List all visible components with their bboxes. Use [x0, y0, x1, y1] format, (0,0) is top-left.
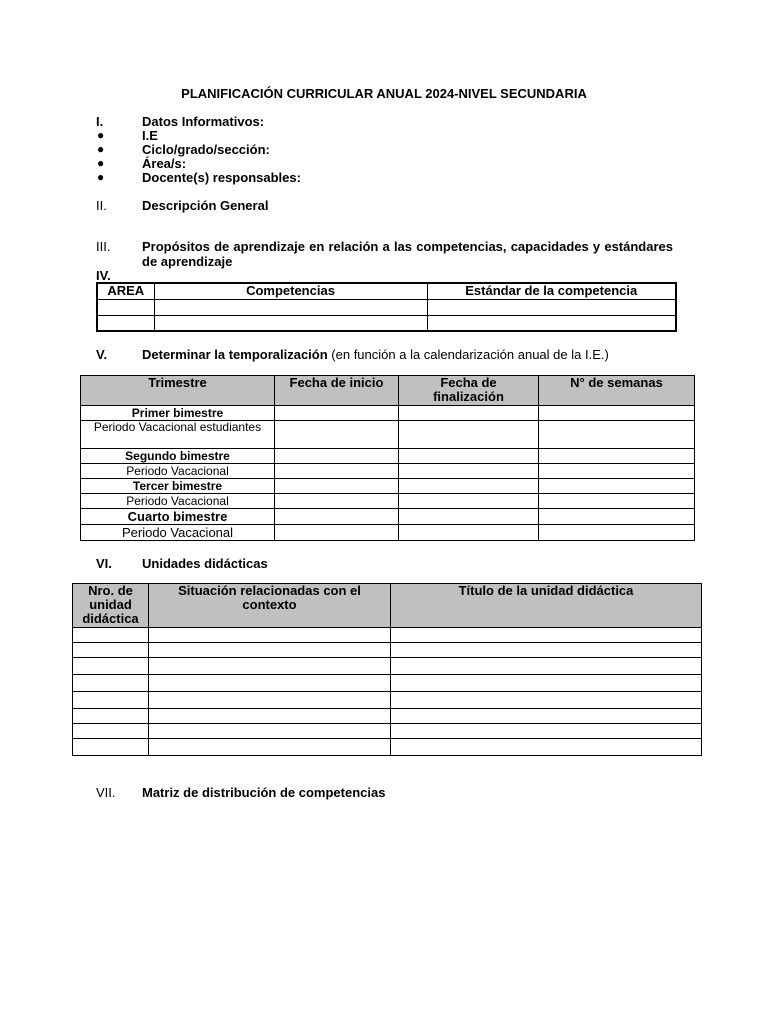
competencias-table: [96, 282, 677, 332]
table-row: [81, 479, 695, 494]
table-row: [73, 643, 702, 658]
row-label: Segundo bimestre: [81, 449, 275, 464]
info-item-docente: Docente(s) responsables:: [142, 170, 301, 185]
row-label: Tercer bimestre: [81, 479, 275, 494]
bullet: ●: [97, 156, 105, 170]
header-trimestre: Trimestre: [81, 376, 275, 406]
row-label: Periodo Vacacional estudiantes: [81, 421, 275, 449]
section2-number: II.: [96, 198, 107, 213]
table-row: [73, 709, 702, 724]
temporalizacion-table: [80, 375, 695, 541]
table-row: [81, 449, 695, 464]
section5-number: V.: [96, 347, 108, 362]
document-title: PLANIFICACIÓN CURRICULAR ANUAL 2024-NIVEL SECUNDARIA: [181, 86, 587, 101]
header-fecha-finalizacion: Fecha de finalización: [399, 376, 539, 406]
section3-line1: Propósitos de aprendizaje en relación a las competencias, capacidades y estándares: [142, 239, 673, 254]
header-competencias: Competencias: [154, 283, 427, 299]
table-row: [73, 675, 702, 692]
section7-label: Matriz de distribución de competencias: [142, 785, 386, 800]
table-row: [97, 315, 676, 331]
section6-label: Unidades didácticas: [142, 556, 268, 571]
section5-heading: [142, 347, 609, 362]
section5-label: Determinar la temporalización: [142, 347, 328, 362]
header-titulo-unidad: Título de la unidad didáctica: [391, 584, 702, 628]
info-item-area: Área/s:: [142, 156, 187, 171]
section4-number: IV.: [96, 268, 111, 283]
section3-line2: de aprendizaje: [142, 254, 233, 269]
section1-label: Datos Informativos:: [142, 114, 265, 129]
header-situacion: Situación relacionadas con el contexto: [149, 584, 391, 628]
row-label: Periodo Vacacional: [81, 464, 275, 479]
bullet: ●: [97, 170, 105, 184]
table-row: [73, 724, 702, 739]
info-item-ie: I.E: [142, 128, 158, 143]
header-semanas: N° de semanas: [539, 376, 695, 406]
info-item-ciclo: Ciclo/grado/sección:: [142, 142, 270, 157]
header-area: AREA: [97, 283, 154, 299]
bullet: ●: [97, 142, 105, 156]
row-label: Cuarto bimestre: [81, 509, 275, 525]
table-row: [81, 494, 695, 509]
header-nro-unidad: Nro. de unidad didáctica: [73, 584, 149, 628]
table-row: [73, 739, 702, 756]
table-row: [81, 525, 695, 541]
table-row: [81, 406, 695, 421]
table-row: [81, 464, 695, 479]
header-estandar: Estándar de la competencia: [427, 283, 676, 299]
table-row: [73, 628, 702, 643]
bullet: ●: [97, 128, 105, 142]
table-row: [73, 692, 702, 709]
row-label: Periodo Vacacional: [81, 494, 275, 509]
table-row: [73, 658, 702, 675]
unidades-table: [72, 583, 702, 756]
section6-number: VI.: [96, 556, 112, 571]
row-label: Periodo Vacacional: [81, 525, 275, 541]
row-label: Primer bimestre: [81, 406, 275, 421]
header-fecha-inicio: Fecha de inicio: [275, 376, 399, 406]
section7-number: VII.: [96, 785, 116, 800]
table-row: [97, 299, 676, 315]
table-row: [81, 421, 695, 449]
section2-label: Descripción General: [142, 198, 269, 213]
table-row: [81, 509, 695, 525]
section1-number: I.: [96, 114, 104, 129]
section3-number: III.: [96, 239, 111, 254]
section5-label-extra: (en función a la calendarización anual de la I.E.): [331, 347, 609, 362]
